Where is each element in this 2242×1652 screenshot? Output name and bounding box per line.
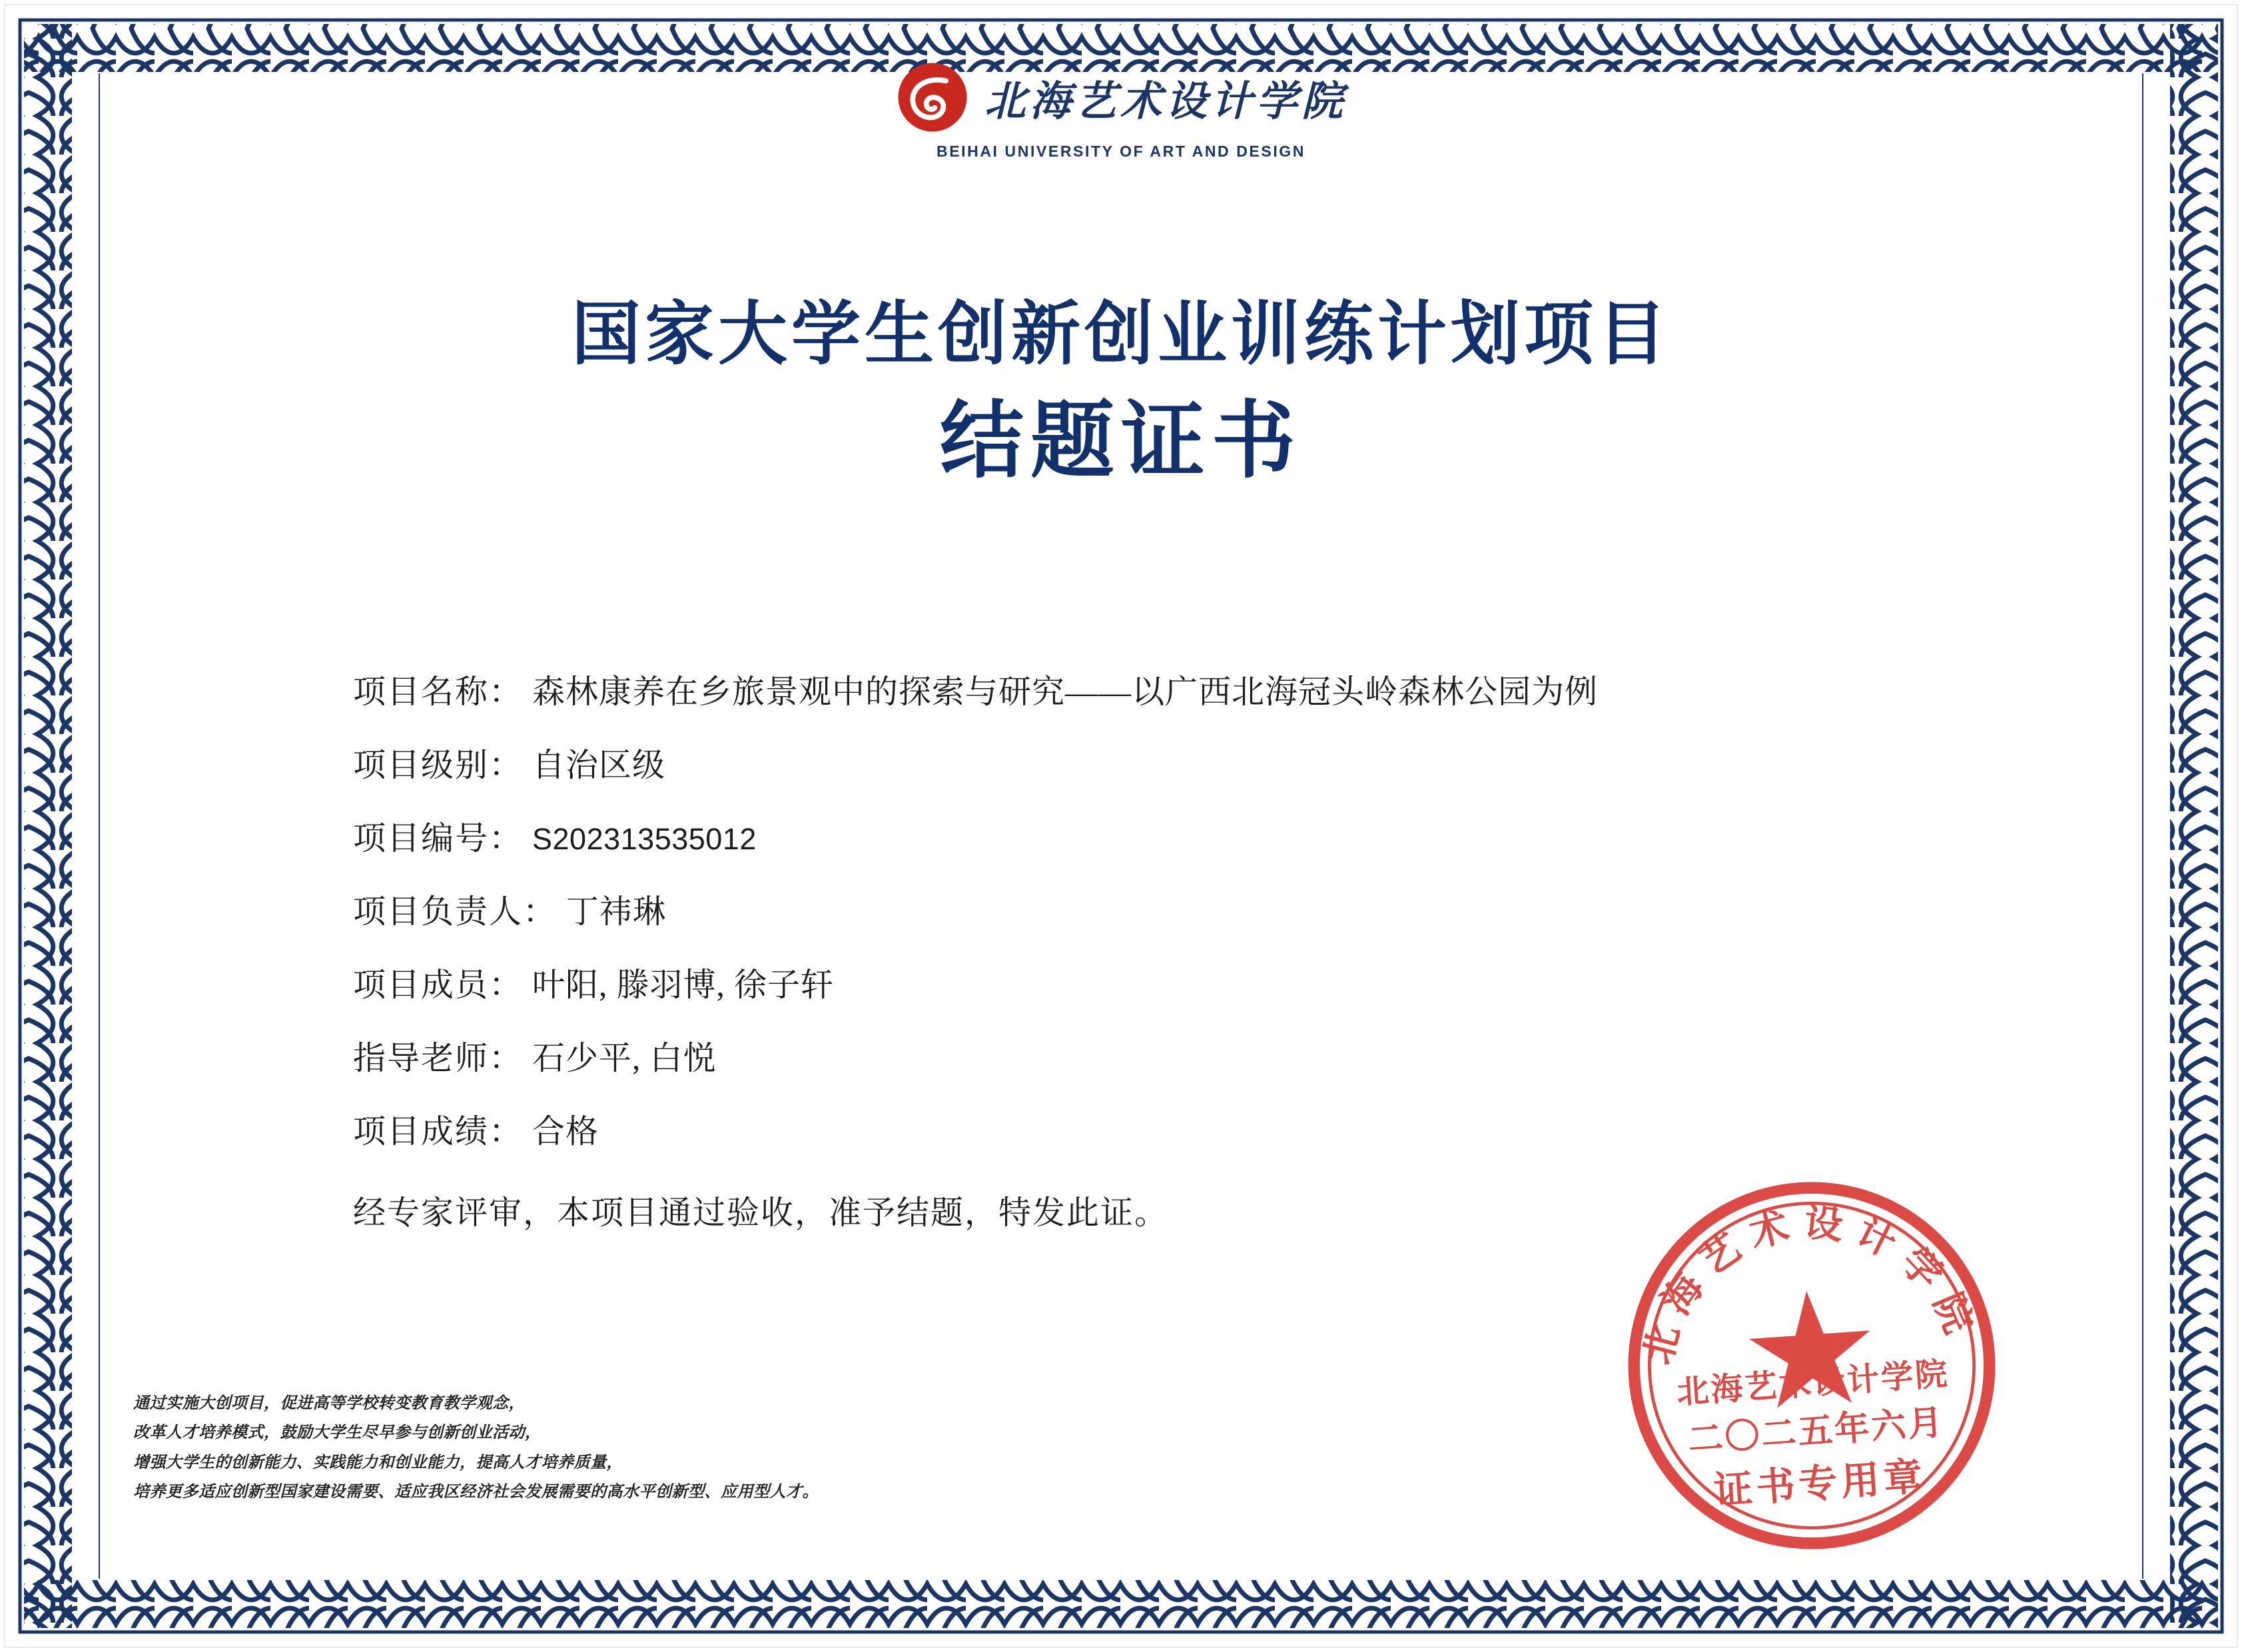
page-subtitle: 结题证书	[940, 395, 1302, 488]
field-project-name	[353, 666, 1965, 713]
footnote-line: 改革人才培养模式，鼓励大学生尽早参与创新创业活动，	[133, 1424, 542, 1442]
seal-arc-text: 北海艺术设计学院	[1635, 1200, 1985, 1369]
seal-org-text: 北海艺术设计学院	[1675, 1356, 1951, 1411]
field-label: 项目编号：	[353, 820, 524, 857]
institution-name-en: BEIHAI UNIVERSITY OF ART AND DESIGN	[936, 143, 1306, 160]
field-label: 指导老师：	[353, 1040, 524, 1076]
footnote-block	[133, 1389, 1132, 1507]
field-value: 自治区级	[532, 747, 666, 783]
seal-bottom-text: 证书专用章	[1712, 1454, 1928, 1513]
seal-date-text: 二〇二五年六月	[1686, 1403, 1946, 1460]
field-supervisors	[353, 1032, 1965, 1079]
page-title: 国家大学生创新创业训练计划项目	[571, 296, 1671, 373]
field-project-members	[353, 959, 1965, 1006]
field-value: S202313535012	[532, 822, 757, 856]
institution-name-cn: 北海艺术设计学院	[984, 79, 1347, 125]
field-label: 项目负责人：	[353, 893, 558, 930]
university-emblem-icon	[895, 60, 970, 135]
footnote-line: 通过实施大创项目，促进高等学校转变教育教学观念，	[133, 1395, 525, 1412]
field-label: 项目级别：	[353, 747, 524, 783]
field-project-grade	[353, 1106, 1965, 1152]
field-value: 叶阳, 滕羽博, 徐子轩	[532, 967, 835, 1003]
footnote-line: 培养更多适应创新型国家建设需要、适应我区经济社会发展需要的高水平创新型、应用型人才。	[133, 1483, 819, 1501]
field-label: 项目成绩：	[353, 1113, 524, 1150]
field-project-level	[353, 739, 1965, 786]
certificate-title-block	[0, 293, 2242, 494]
field-project-leader	[353, 886, 1965, 933]
official-seal-stamp	[1605, 1159, 2018, 1571]
field-project-number	[353, 813, 1965, 859]
field-label: 项目成员：	[353, 967, 524, 1003]
field-value: 合格	[532, 1113, 599, 1150]
approval-statement: 经专家评审，本项目通过验收，准予结题，特发此证。	[353, 1194, 1169, 1231]
field-value: 森林康养在乡旅景观中的探索与研究——以广西北海冠头岭森林公园为例	[532, 673, 1599, 710]
field-value: 石少平, 白悦	[532, 1040, 717, 1076]
field-label: 项目名称：	[353, 673, 524, 710]
institution-logo-block	[0, 60, 2242, 161]
field-value: 丁祎琳	[566, 893, 667, 930]
certificate-fields	[353, 666, 1965, 1234]
footnote-line: 增强大学生的创新能力、实践能力和创业能力，提高人才培养质量，	[133, 1453, 623, 1471]
